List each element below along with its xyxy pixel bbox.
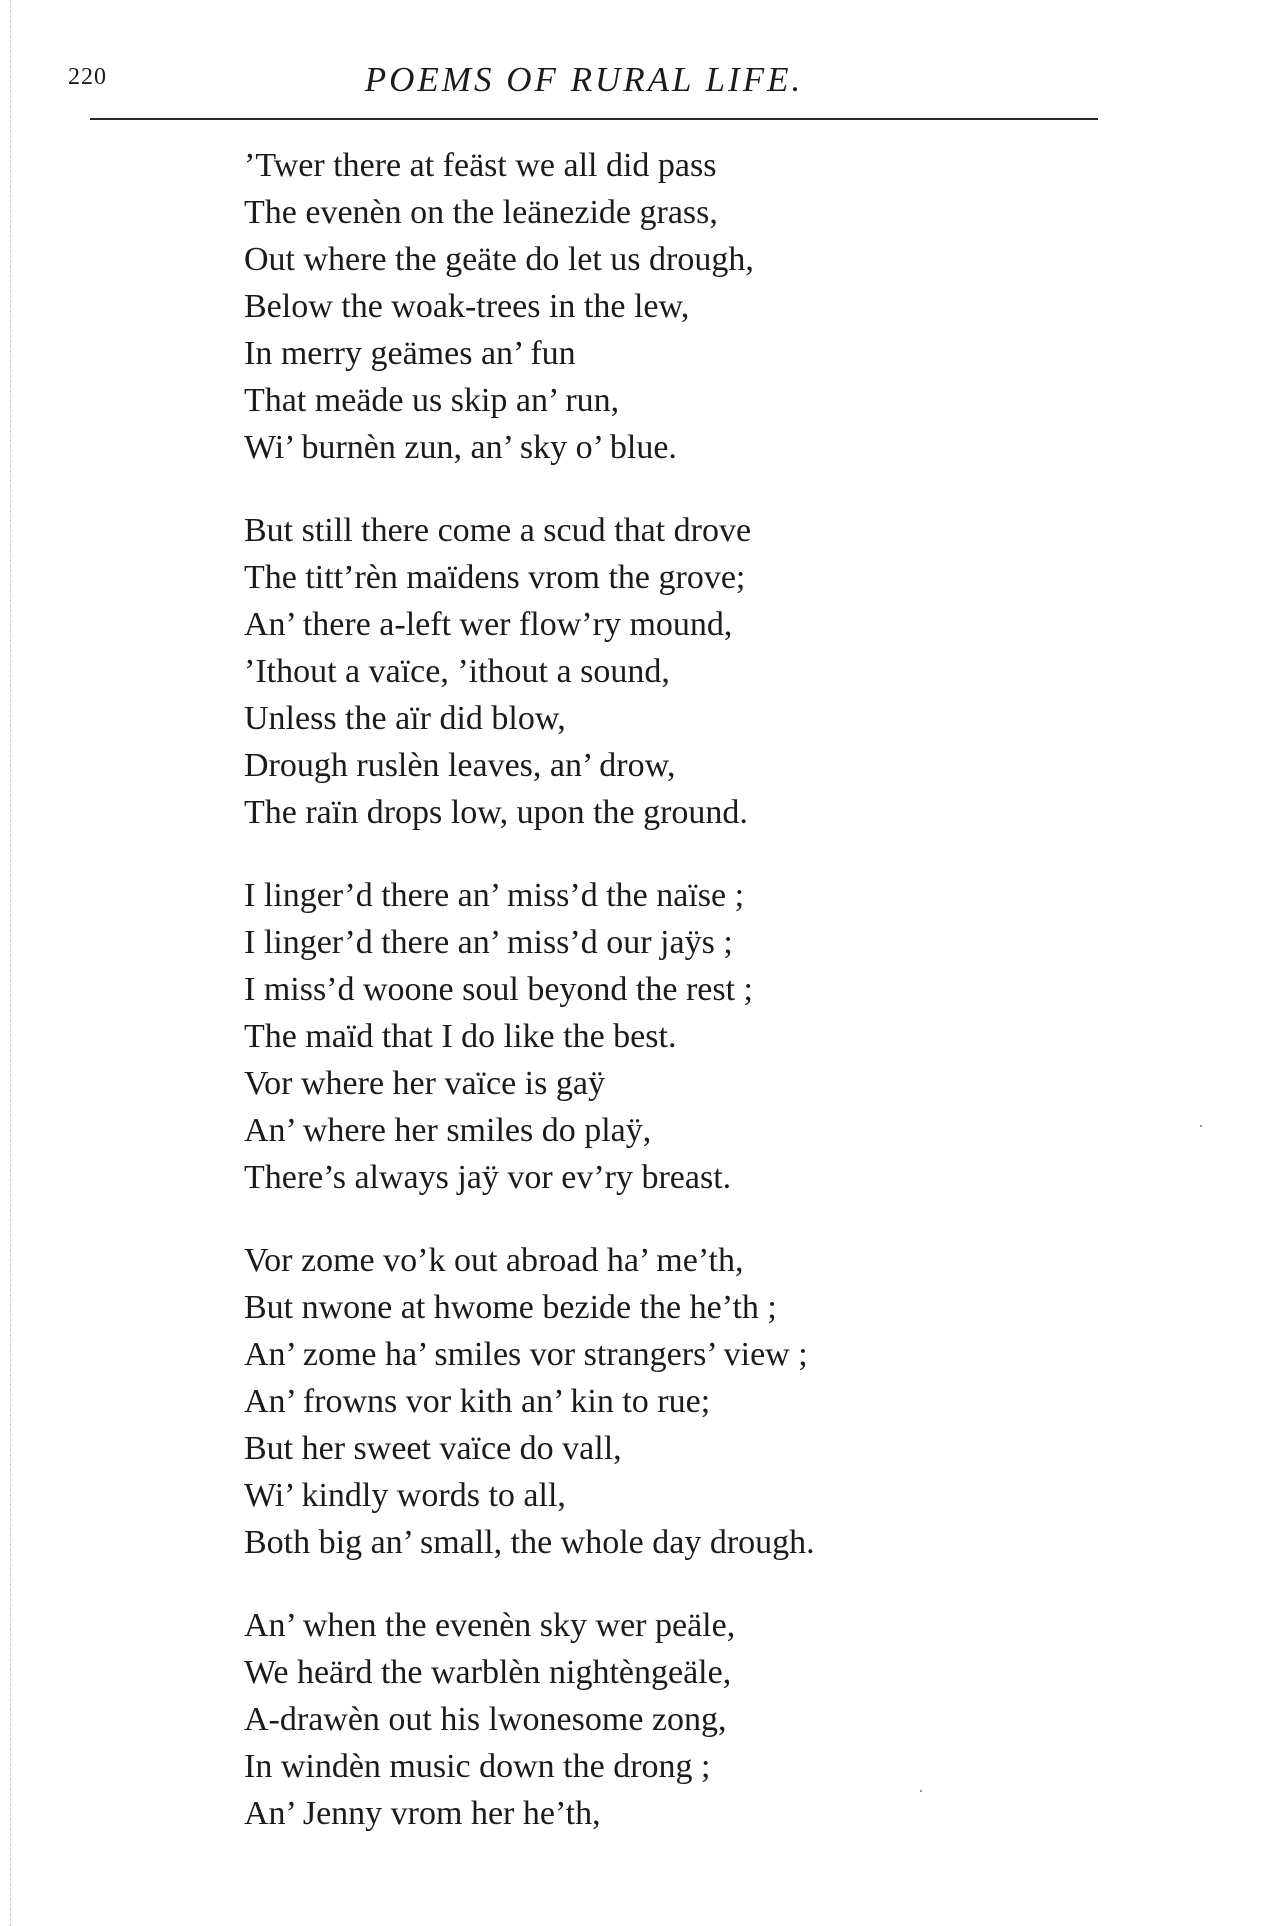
poem-line: An’ zome ha’ smiles vor strangers’ view ; (244, 1336, 808, 1373)
scan-speck (920, 1790, 922, 1792)
poem-line: An’ frowns vor kith an’ kin to rue; (244, 1383, 711, 1420)
page-number: 220 (68, 64, 107, 90)
stanza-2 (244, 507, 1144, 836)
poem-line: An’ there a-left wer flow’ry mound, (244, 606, 733, 643)
poem-line: An’ Jenny vrom her he’th, (244, 1795, 601, 1832)
poem-line: I linger’d there an’ miss’d our jaÿs ; (244, 924, 733, 961)
page-header (64, 56, 1104, 106)
poem-line: ’Twer there at feäst we all did pass (244, 147, 717, 184)
running-title: POEMS OF RURAL LIFE. (364, 60, 804, 99)
poem-line: I linger’d there an’ miss’d the naïse ; (244, 877, 745, 914)
poem-line: Drough ruslèn leaves, an’ drow, (244, 747, 676, 784)
poem-line: There’s always jaÿ vor ev’ry breast. (244, 1159, 732, 1196)
poem-line: An’ where her smiles do plaÿ, (244, 1112, 652, 1149)
poem-line: ’Ithout a vaïce, ’ithout a sound, (244, 653, 670, 690)
poem-line: Below the woak-trees in the lew, (244, 288, 690, 325)
poem-line: I miss’d woone soul beyond the rest ; (244, 971, 753, 1008)
poem-line: That meäde us skip an’ run, (244, 382, 620, 419)
poem-line: But nwone at hwome bezide the he’th ; (244, 1289, 777, 1326)
stanza-5 (244, 1602, 1144, 1837)
header-rule (90, 118, 1098, 120)
stanza-1 (244, 142, 1144, 471)
poem-line: The evenèn on the leänezide grass, (244, 194, 718, 231)
poem-line: A-drawèn out his lwonesome zong, (244, 1701, 727, 1738)
poem-line: The titt’rèn maïdens vrom the grove; (244, 559, 746, 596)
poem-line: Wi’ burnèn zun, an’ sky o’ blue. (244, 429, 677, 466)
poem-line: Out where the geäte do let us drough, (244, 241, 754, 278)
poem-line: But still there come a scud that drove (244, 512, 752, 549)
poem-line: The raïn drops low, upon the ground. (244, 794, 748, 831)
stanza-3 (244, 872, 1144, 1201)
poem-line: We heärd the warblèn nightèngeäle, (244, 1654, 732, 1691)
scan-edge-line (10, 0, 11, 1926)
poem-line: Vor zome vo’k out abroad ha’ me’th, (244, 1242, 744, 1279)
poem-line: Both big an’ small, the whole day drough. (244, 1524, 815, 1561)
poem-line: An’ when the evenèn sky wer peäle, (244, 1607, 736, 1644)
stanza-4 (244, 1237, 1144, 1566)
poem-line: The maïd that I do like the best. (244, 1018, 677, 1055)
poem-line: Unless the aïr did blow, (244, 700, 566, 737)
poem-body (244, 142, 1144, 1873)
poem-line: Wi’ kindly words to all, (244, 1477, 566, 1514)
scan-speck (1200, 1125, 1202, 1127)
poem-line: Vor where her vaïce is gaÿ (244, 1065, 605, 1102)
poem-line: In windèn music down the drong ; (244, 1748, 711, 1785)
poem-line: In merry geämes an’ fun (244, 335, 576, 372)
poem-line: But her sweet vaïce do vall, (244, 1430, 622, 1467)
